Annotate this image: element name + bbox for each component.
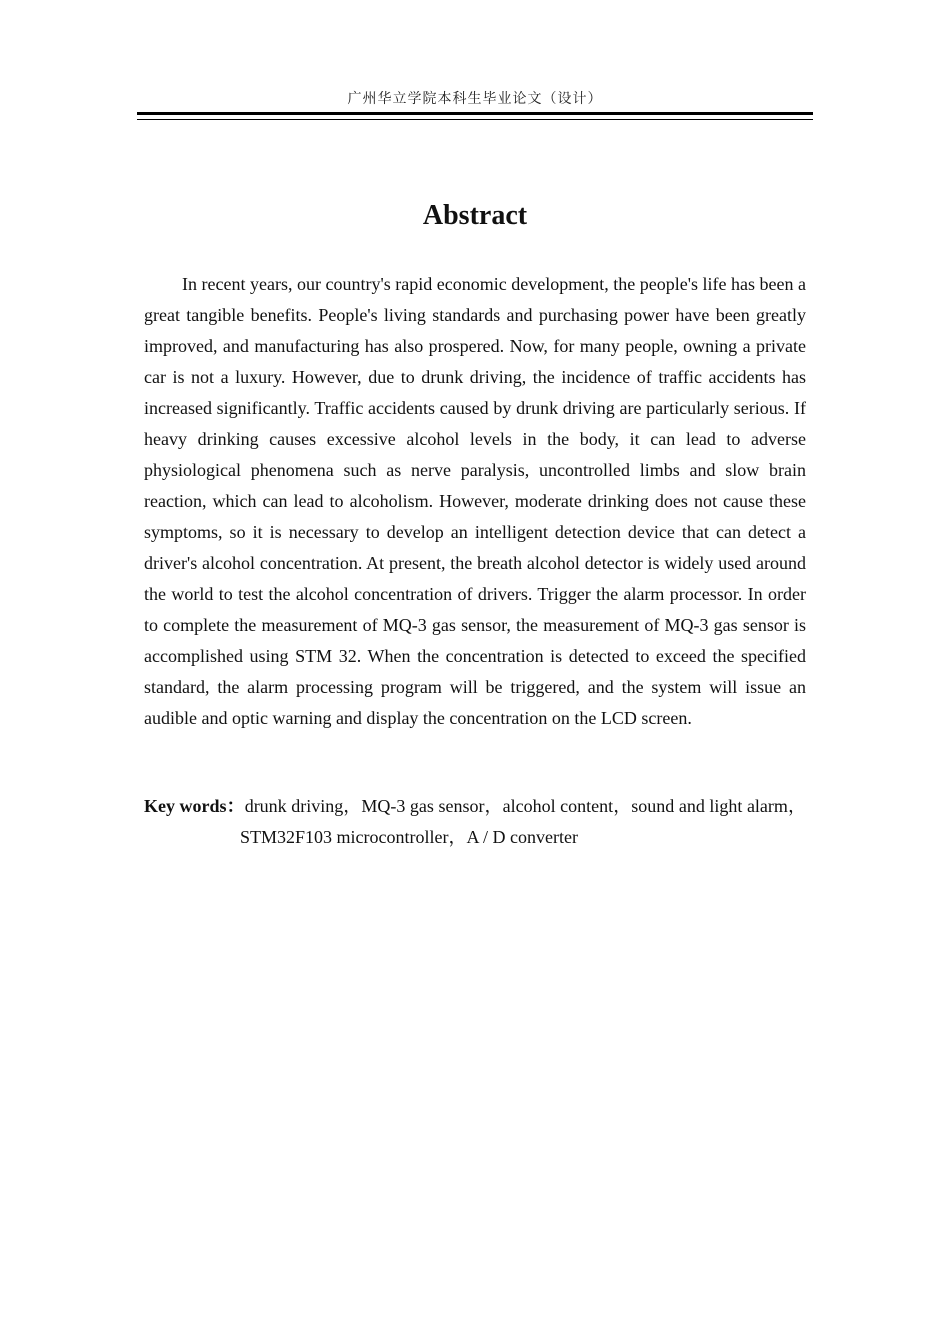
abstract-title: Abstract [422, 200, 528, 231]
header-rule [137, 112, 813, 120]
keywords-text: drunk driving，MQ-3 gas sensor，alcohol content，sound and light alarm，STM32F103 microcontroller，A / D converter [240, 796, 806, 847]
keywords-paragraph [144, 791, 806, 853]
keywords-label: Key words： [144, 796, 245, 816]
running-header: 广州华立学院本科生毕业论文（设计） [347, 91, 603, 107]
abstract-body: In recent years, our country's rapid economic development, the people's life has been a great tangible benefits. People's living standards and purchasing power have been greatly improved, and manufacturing has also prospered. Now, for many people, owning a private car is not a luxury. However, due to drunk driving, the incidence of traffic accidents has increased significantly. Traffic accidents caused by drunk driving are particularly serious. If heavy drinking causes excessive alcohol levels in the body, it can lead to adverse physiological phenomena such as nerve paralysis, uncontrolled limbs and slow brain reaction, which can lead to alcoholism. However, moderate drinking does not cause these symptoms, so it is necessary to develop an intelligent detection device that can detect a driver's alcohol concentration. At present, the breath alcohol detector is widely used around the world to test the alcohol concentration of drivers. Trigger the alarm processor. In order to complete the measurement of MQ-3 gas sensor, the measurement of MQ-3 gas sensor is accomplished using STM 32. When the concentration is detected to exceed the specified standard, the alarm processing program will be triggered, and the system will issue an audible and optic warning and display the concentration on the LCD screen. [144, 274, 806, 728]
